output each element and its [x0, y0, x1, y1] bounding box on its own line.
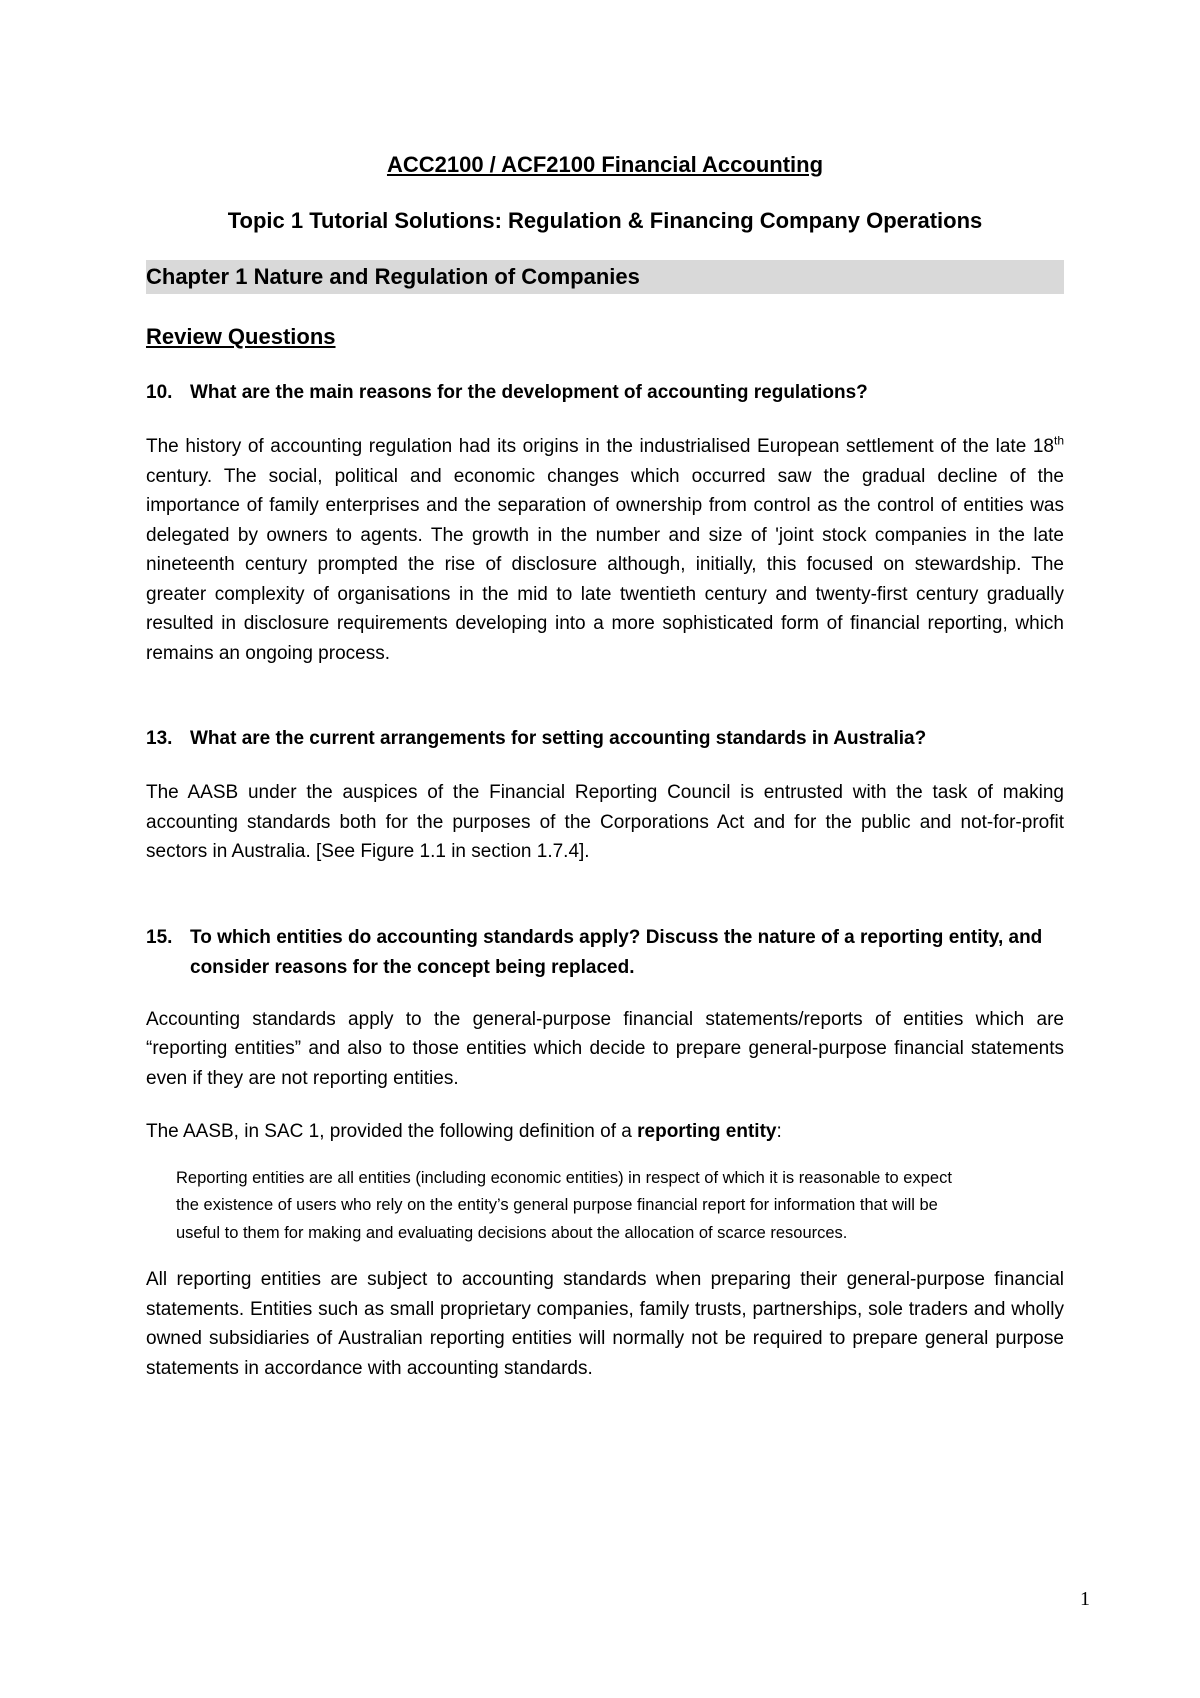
question-text: To which entities do accounting standards apply? Discuss the nature of a reporting entity, and consider reasons for the concept being replaced.: [190, 926, 1043, 978]
question-number: 10.: [146, 382, 173, 403]
chapter-heading: Chapter 1 Nature and Regulation of Companies: [146, 260, 1064, 294]
answer-15-paragraph-2-prefix: The AASB, in SAC 1, provided the following definition of a: [146, 1121, 638, 1142]
document-subtitle: Topic 1 Tutorial Solutions: Regulation & Financing Company Operations: [227, 208, 983, 233]
page-number: 1: [1080, 1588, 1090, 1610]
question-number: 15.: [146, 926, 173, 948]
answer-13: The AASB under the auspices of the Financial Reporting Council is entrusted with the task of making accounting standards both for the purposes of the Corporations Act and for the public and not-for-profit sectors in Australia. [See Figure 1.1 in section 1.7.4].: [146, 782, 1064, 862]
answer-15-paragraph-1: Accounting standards apply to the general-purpose financial statements/reports of entities which are “reporting entities” and also to those entities which decide to prepare general-purpose financial statements even if they are not reporting entities.: [146, 1008, 1064, 1089]
question-text: What are the main reasons for the development of accounting regulations?: [190, 382, 868, 403]
question-text: What are the current arrangements for setting accounting standards in Australia?: [190, 728, 927, 749]
answer-10-superscript: th: [1053, 433, 1064, 448]
section-heading-review-questions: Review Questions: [146, 324, 336, 349]
answer-10-part2: century. The social, political and economic changes which occurred saw the gradual decline of the importance of family enterprises and the separation of ownership from control as the control of entities was delegated by owners to agents. The growth in the number and size of 'joint stock companies in the late nineteenth century prompted the rise of disclosure although, initially, this focused on stewardship. The greater complexity of organisations in the mid to late twentieth century and twenty-first century gradually resulted in disclosure requirements developing into a more sophisticated form of financial reporting, which remains an ongoing process.: [146, 465, 1064, 664]
question-15: [146, 923, 1064, 983]
answer-15-paragraph-2-suffix: :: [776, 1121, 782, 1142]
reporting-entity-definition-quote: Reporting entities are all entities (including economic entities) in respect of which it is reasonable to expect the existence of users who rely on the entity’s general purpose financial report for information that will be useful to them for making and evaluating decisions about the allocation of scarce resources.: [176, 1168, 952, 1242]
question-number: 13.: [146, 728, 173, 749]
document-page: [146, 140, 1064, 1383]
answer-10-part1: The history of accounting regulation had its origins in the industrialised European settlement of the late 18: [146, 436, 1054, 457]
question-10: [146, 378, 1064, 408]
answer-15-paragraph-3: All reporting entities are subject to accounting standards when preparing their general-purpose financial statements. Entities such as small proprietary companies, family trusts, partnerships, sole traders and wholly owned subsidiaries of Australian reporting entities will normally not be required to prepare general purpose statements in accordance with accounting standards.: [146, 1269, 1064, 1379]
document-title: ACC2100 / ACF2100 Financial Accounting: [386, 152, 824, 177]
reporting-entity-term: reporting entity: [637, 1121, 777, 1142]
answer-10: [146, 432, 1064, 668]
question-13: [146, 724, 1064, 754]
answer-15-paragraph-2: [146, 1117, 1064, 1147]
